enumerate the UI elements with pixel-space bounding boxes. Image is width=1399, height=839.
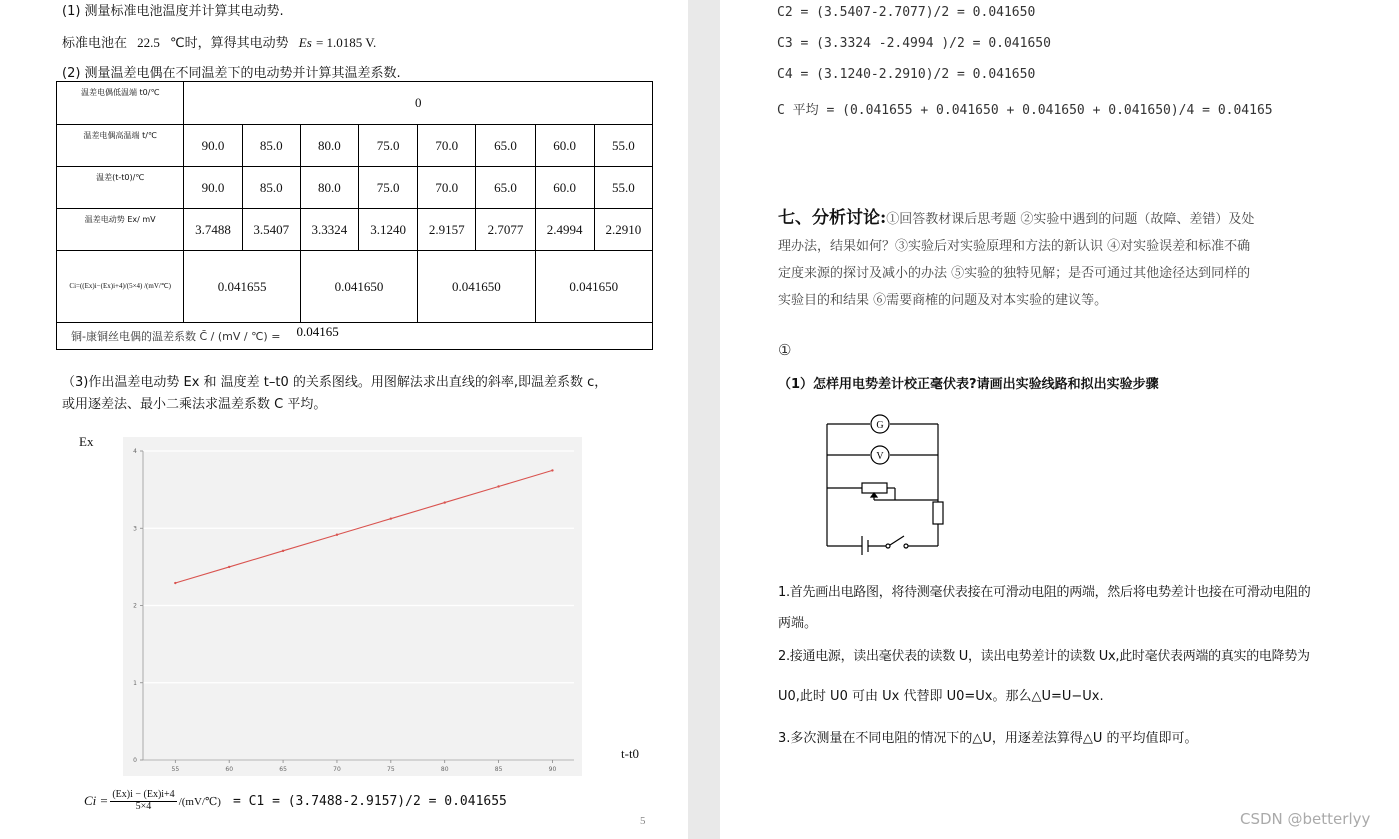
- formula-numerator: (Ex)i − (Ex)i+4: [112, 789, 175, 800]
- analysis-line4: 实验目的和结果 ⑥需要商榷的问题及对本实验的建议等。: [778, 293, 1108, 308]
- average-value: 0.04165: [296, 324, 339, 339]
- c4-calculation: C4 = (3.1240-2.2910)/2 = 0.041650: [777, 67, 1036, 82]
- table-cell: 3.3324: [300, 209, 358, 251]
- chart-x-tick-label: 65: [279, 766, 287, 773]
- table-cell: 3.1240: [358, 209, 417, 251]
- step-3: 3.多次测量在不同电阻的情况下的△U，用逐差法算得△U 的平均值即可。: [778, 731, 1198, 746]
- average-label: 铜-康铜丝电偶的温差系数 C̄ / (mV / ℃) =: [71, 330, 281, 343]
- chart-x-label: t-t0: [621, 746, 640, 761]
- chart-data-point: [336, 534, 338, 536]
- right-page: [720, 0, 1399, 839]
- table-cell: 55.0: [594, 167, 652, 209]
- low-temp-label: 温差电偶低温端 t0/℃: [57, 82, 184, 125]
- formula-lhs: Ci =: [84, 793, 109, 808]
- left-page: [0, 0, 688, 839]
- analysis-title: 七、分析讨论:: [778, 208, 887, 228]
- thermocouple-heading: (2) 测量温差电偶在不同温差下的电动势并计算其温差系数.: [62, 66, 401, 81]
- analysis-section: [778, 205, 1254, 314]
- emf-row: [57, 209, 653, 251]
- table-cell: 65.0: [476, 167, 535, 209]
- chart-data-point: [228, 566, 230, 568]
- table-cell: 0.041655: [184, 251, 300, 323]
- table-cell: 80.0: [300, 125, 358, 167]
- galvanometer-label: G: [876, 420, 884, 431]
- emf-label: 温差电动势 Ex/ mV: [57, 209, 184, 251]
- standard-cell-symbol: Es: [298, 35, 312, 50]
- c2-calculation: C2 = (3.5407-2.7077)/2 = 0.041650: [777, 5, 1036, 20]
- chart-y-tick-label: 0: [133, 757, 137, 764]
- table-cell: 2.2910: [594, 209, 652, 251]
- analysis-line3: 定度来源的探讨及减小的办法 ⑤实验的独特见解；是否可通过其他途径达到同样的: [778, 266, 1251, 281]
- table-cell: 75.0: [358, 167, 417, 209]
- standard-cell-value: = 1.0185 V.: [315, 35, 377, 50]
- average-row: [57, 323, 653, 350]
- table-cell: 90.0: [184, 167, 242, 209]
- step-1-line2: 两端。: [778, 616, 818, 631]
- table-cell: 3.7488: [184, 209, 242, 251]
- chart-data-point: [390, 517, 392, 519]
- standard-cell-text-b: ℃时，算得其电动势: [170, 36, 289, 51]
- chart-background: [123, 437, 582, 776]
- c-average-calculation: C 平均 = (0.041655 + 0.041650 + 0.041650 + 0.041650)/4 = 0.04165: [777, 103, 1273, 118]
- calibration-circuit-diagram: [820, 410, 950, 555]
- table-cell: 75.0: [358, 125, 417, 167]
- ex-vs-temp-diff-chart: [123, 437, 582, 776]
- table-cell: 85.0: [242, 167, 300, 209]
- step-2-line2: U0,此时 U0 可由 Ux 代替即 U0=Ux。那么△U=U−Ux.: [778, 689, 1104, 704]
- chart-data-point: [174, 582, 176, 584]
- formula-fraction: [110, 790, 176, 812]
- circled-one-marker: ①: [778, 341, 792, 359]
- page-number: 5: [640, 815, 646, 827]
- table-cell: 90.0: [184, 125, 242, 167]
- chart-data-point: [444, 501, 446, 503]
- csdn-watermark: CSDN @betterlyy: [1240, 810, 1371, 828]
- question-1: （1）怎样用电势差计校正毫伏表?请画出实验线路和拟出实验步骤: [778, 377, 1159, 392]
- thermocouple-data-table: [56, 81, 653, 350]
- table-cell: 0.041650: [535, 251, 652, 323]
- temp-diff-row: [57, 167, 653, 209]
- temp-diff-label: 温差(t-t0)/℃: [57, 167, 184, 209]
- chart-x-tick-label: 60: [225, 766, 234, 773]
- low-temp-row: [57, 82, 653, 125]
- table-cell: 70.0: [418, 167, 476, 209]
- analysis-line1: [778, 205, 1254, 233]
- analysis-line2: 理办法，结果如何？③实验后对实验原理和方法的新认识 ④对实验误差和标准不确: [778, 239, 1251, 254]
- standard-cell-temp: 22.5: [137, 35, 160, 50]
- c3-calculation: C3 = (3.3324 -2.4994 )/2 = 0.041650: [777, 36, 1051, 51]
- table-cell: 85.0: [242, 125, 300, 167]
- measure-standard-cell-heading: (1) 测量标准电池温度并计算其电动势.: [62, 4, 284, 19]
- chart-data-point: [551, 469, 553, 471]
- chart-data-point: [497, 485, 499, 487]
- chart-x-tick-label: 80: [440, 766, 449, 773]
- table-cell: 60.0: [535, 125, 594, 167]
- plot-instructions-line1: （3)作出温差电动势 Ex 和 温度差 t–t0 的关系图线。用图解法求出直线的斜率,即温差系数 c，: [62, 375, 608, 390]
- table-cell: 3.5407: [242, 209, 300, 251]
- chart-y-tick-label: 2: [133, 602, 137, 610]
- table-cell: 65.0: [476, 125, 535, 167]
- chart-x-tick-label: 75: [387, 766, 395, 773]
- table-cell: 80.0: [300, 167, 358, 209]
- table-cell: 55.0: [594, 125, 652, 167]
- table-cell: 0.041650: [300, 251, 417, 323]
- high-temp-row: [57, 125, 653, 167]
- chart-x-tick-label: 55: [171, 766, 180, 773]
- coefficient-formula-label: Ci=((Ex)i−(Ex)i+4)/(5×4) /(mV/℃): [57, 251, 184, 323]
- chart-x-tick-label: 85: [494, 766, 503, 773]
- standard-cell-text-a: 标准电池在: [62, 36, 128, 51]
- chart-x-tick-label: 90: [548, 766, 557, 773]
- chart-x-tick-label: 70: [333, 766, 341, 773]
- low-temp-value: 0: [184, 82, 653, 125]
- c1-formula-line: [84, 790, 507, 812]
- table-cell: 2.7077: [476, 209, 535, 251]
- table-cell: 70.0: [418, 125, 476, 167]
- table-cell: 0.041650: [418, 251, 535, 323]
- chart-y-label: Ex: [79, 434, 94, 449]
- standard-cell-line: [62, 32, 376, 51]
- table-cell: 2.4994: [535, 209, 594, 251]
- chart-y-tick-label: 1: [133, 679, 137, 687]
- formula-denominator: 5×4: [135, 800, 152, 812]
- voltmeter-label: V: [876, 451, 884, 462]
- formula-unit: /(mV/℃): [178, 795, 221, 808]
- table-cell: 60.0: [535, 167, 594, 209]
- high-temp-label: 温差电偶高温端 t/℃: [57, 125, 184, 167]
- step-2-line1: 2.接通电源，读出毫伏表的读数 U，读出电势差计的读数 Ux,此时毫伏表两端的真实的电降势为: [778, 649, 1310, 664]
- formula-rhs: = C1 = (3.7488-2.9157)/2 = 0.041655: [232, 793, 507, 809]
- table-cell: 2.9157: [418, 209, 476, 251]
- analysis-text-1: ①回答教材课后思考题 ②实验中遇到的问题（故障、差错）及处: [886, 212, 1255, 227]
- chart-data-point: [282, 550, 284, 552]
- chart-y-tick-label: 4: [133, 448, 137, 455]
- step-1-line1: 1.首先画出电路图，将待测毫伏表接在可滑动电阻的两端，然后将电势差计也接在可滑动电阻的: [778, 585, 1311, 600]
- chart-y-tick-label: 3: [133, 525, 137, 533]
- plot-instructions-line2: 或用逐差法、最小二乘法求温差系数 C 平均。: [62, 397, 327, 412]
- average-cell: [57, 323, 653, 350]
- coefficient-row: [57, 251, 653, 323]
